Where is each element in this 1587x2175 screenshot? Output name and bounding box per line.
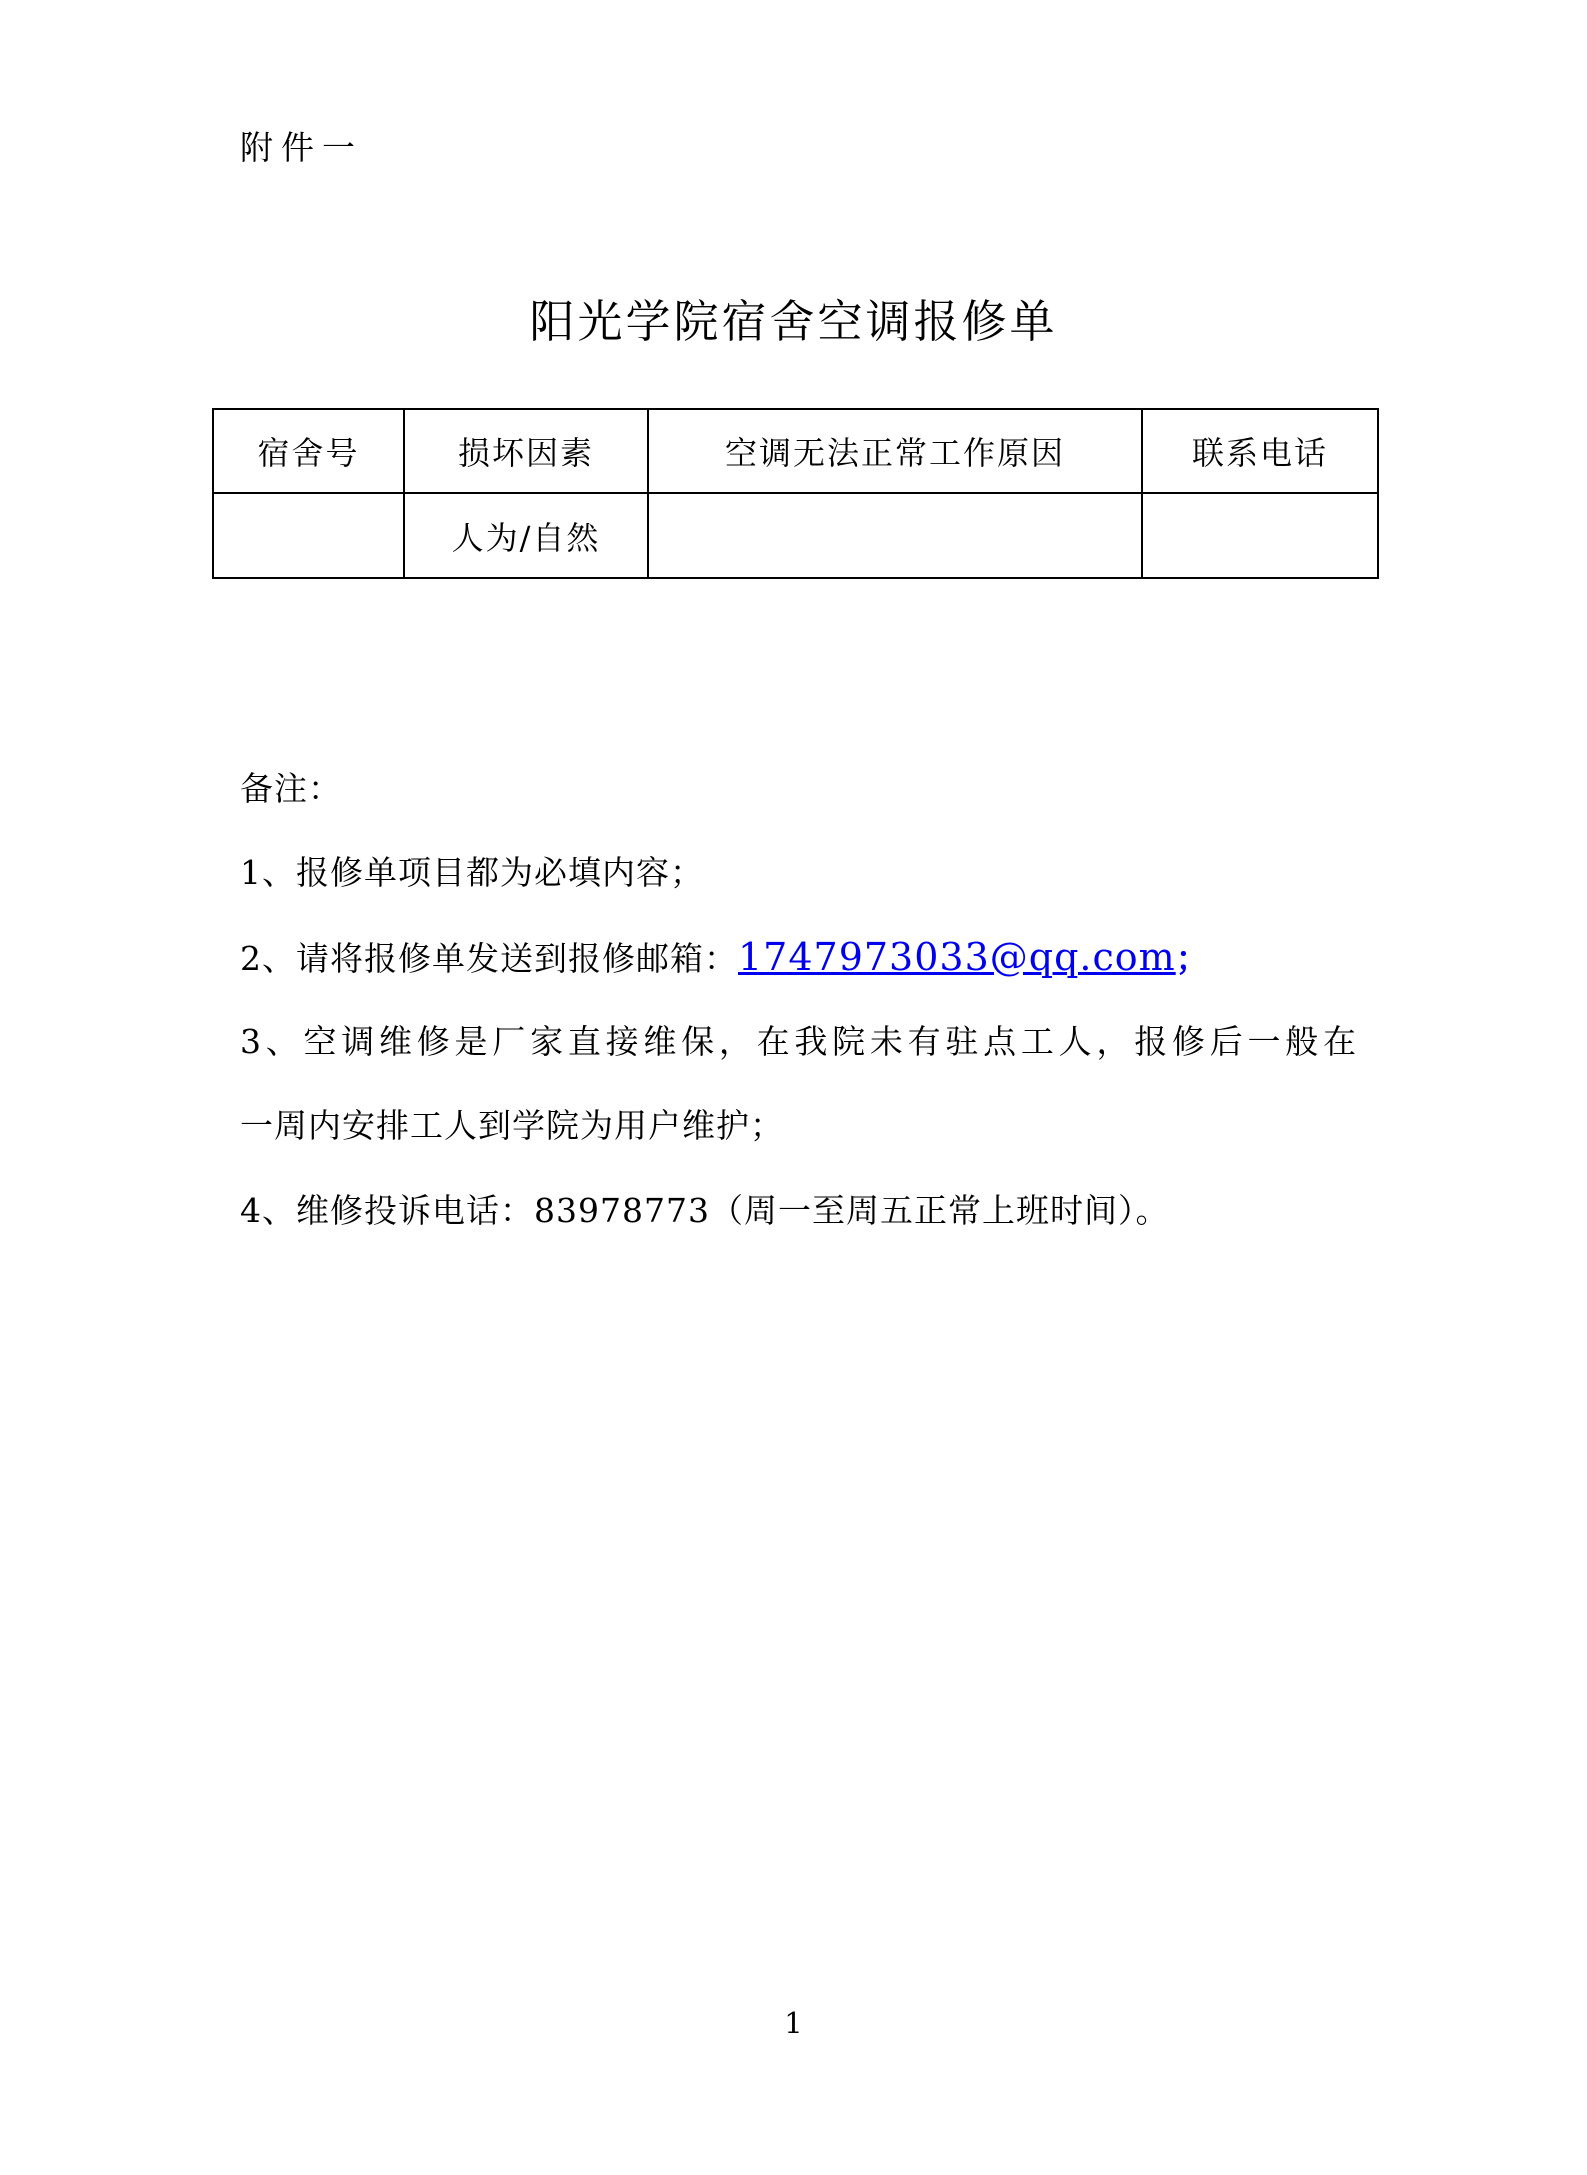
header-malfunction-reason: 空调无法正常工作原因 [648,409,1142,493]
note-item-4: 4、维修投诉电话：83978773（周一至周五正常上班时间）。 [240,1191,1170,1230]
page-title: 阳光学院宿舍空调报修单 [529,295,1058,348]
table-input-row [213,493,1378,578]
email-link[interactable]: 1747973033@qq.com [738,935,1176,979]
repair-form-table [212,408,1379,579]
notes-heading: 备注： [240,769,342,808]
note-item-3-line-2: 一周内安排工人到学院为用户维护； [240,1106,784,1145]
page-number: 1 [784,2006,803,2040]
malfunction-reason-cell[interactable] [648,493,1142,578]
damage-factor-cell[interactable]: 人为/自然 [404,493,648,578]
note-item-2-suffix: ； [1175,939,1210,978]
note-item-2 [240,937,1210,979]
note-item-2-prefix: 2、请将报修单发送到报修邮箱： [240,939,738,978]
contact-phone-cell[interactable] [1142,493,1378,578]
header-dorm-number: 宿舍号 [213,409,404,493]
dorm-number-cell[interactable] [213,493,404,578]
header-damage-factor: 损坏因素 [404,409,648,493]
table-header-row [213,409,1378,493]
header-contact-phone: 联系电话 [1142,409,1378,493]
attachment-label: 附件一 [240,128,363,167]
note-item-3-line-1: 3、空调维修是厂家直接维保，在我院未有驻点工人，报修后一般在 [240,1022,1356,1061]
note-item-1: 1、报修单项目都为必填内容； [240,853,704,892]
